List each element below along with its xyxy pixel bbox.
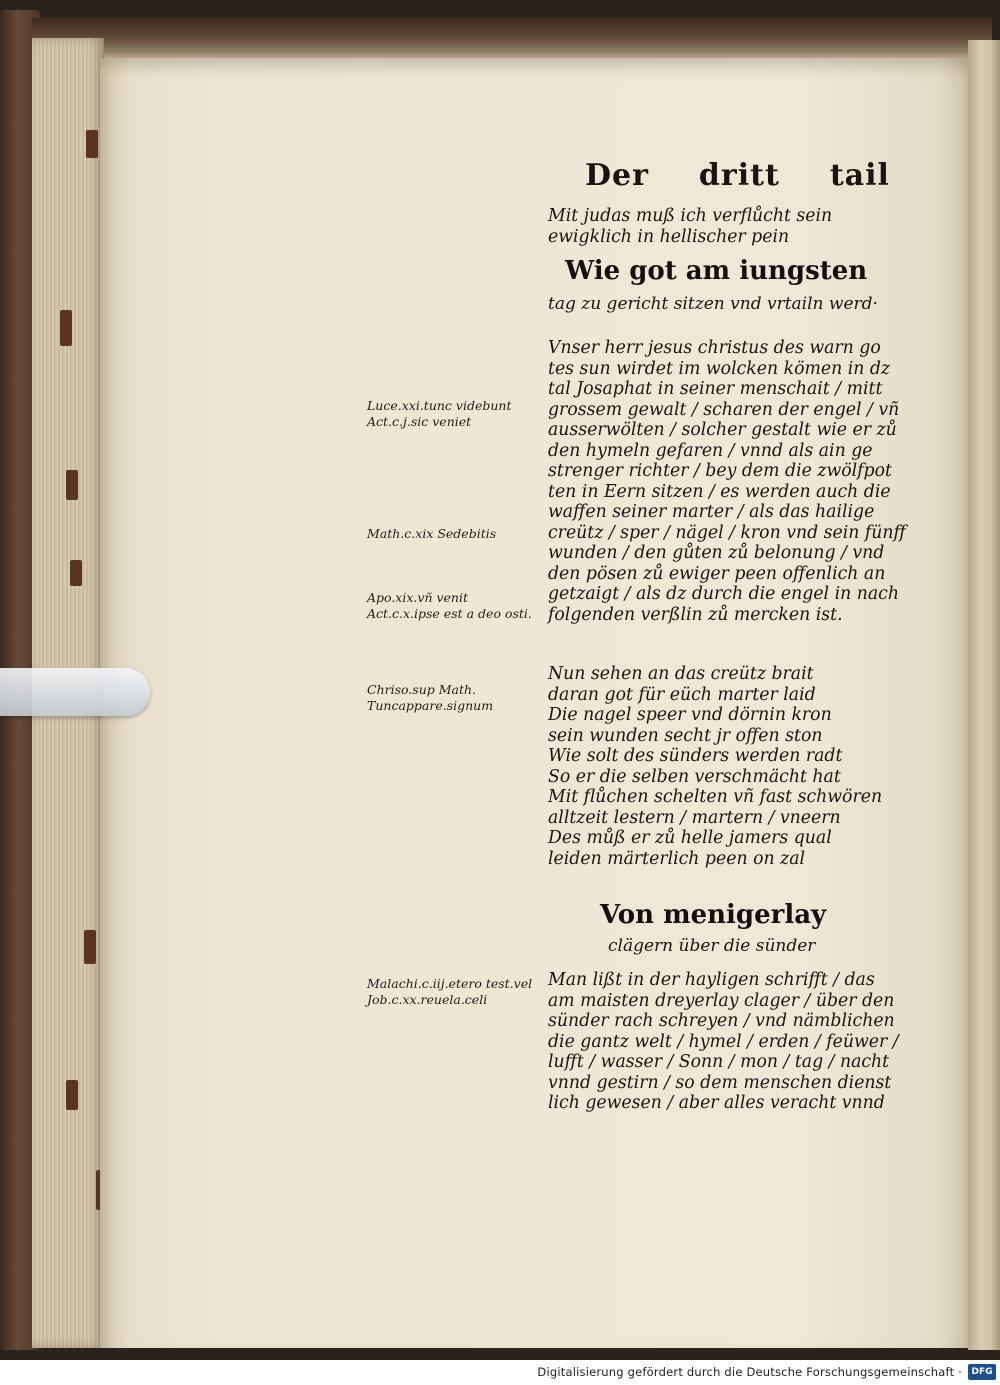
text-block-1: [548, 206, 832, 247]
facing-page-edge: [968, 40, 1000, 1350]
text-block-3: [548, 664, 882, 869]
text-line: sünder rach schreyen / vnd nämblichen: [548, 1011, 895, 1031]
book-top-edge: [32, 18, 992, 62]
margin-note: [367, 976, 532, 1008]
running-head-word: tail: [829, 158, 890, 193]
note-line: Job.c.xx.reuela.celi: [367, 992, 488, 1007]
text-block-2: [548, 338, 906, 625]
text-line: getzaigt / als dz durch die engel in nach: [548, 584, 899, 604]
text-line: ten in Eern sitzen / es werden auch die: [548, 481, 891, 502]
text-line: den hymeln gefaren / vnnd als ain ge: [548, 440, 873, 461]
text-line: den pösen zů ewiger peen offenlich an: [548, 563, 886, 584]
text-line: Man lißt in der hayligen schrifft / das: [548, 970, 875, 990]
note-line: Chriso.sup Math.: [367, 682, 477, 697]
text-line: lich gewesen / aber alles veracht vnnd: [548, 1093, 885, 1113]
note-line: Act.c.x.ipse est a deo osti.: [367, 606, 532, 621]
section-heading: Wie got am iungsten: [565, 256, 868, 286]
dfg-logo: DFG: [968, 1364, 996, 1380]
margin-note: [367, 526, 496, 542]
running-head: [585, 158, 940, 193]
text-line: daran got für eüch marter laid: [548, 684, 816, 705]
text-line: Nun sehen an das creütz brait: [548, 664, 814, 684]
section-subheading: tag zu gericht sitzen vnd vrtailn werd·: [548, 294, 878, 314]
index-tab: [66, 470, 78, 500]
text-line: tal Josaphat in seiner menschait / mitt: [548, 379, 883, 399]
section-subheading: clägern über die sünder: [608, 936, 816, 956]
text-line: So er die selben verschmächt hat: [548, 766, 841, 787]
index-tab: [84, 930, 96, 964]
running-head-word: Der: [585, 158, 649, 193]
text-line: leiden märterlich peen on zal: [548, 848, 806, 869]
text-line: sein wunden secht jr offen ston: [548, 725, 823, 746]
note-line: Luce.xxi.tunc videbunt: [367, 398, 512, 413]
note-line: Tuncappare.signum: [367, 698, 494, 713]
footer-bar: [0, 1360, 1000, 1385]
margin-note: [367, 590, 532, 622]
text-line: Vnser herr jesus christus des warn go: [548, 338, 881, 358]
text-line: folgenden verßlin zů mercken ist.: [548, 604, 843, 625]
text-line: creütz / sper / nägel / kron vnd sein fünff: [548, 522, 906, 543]
text-line: Mit judas muß ich verflůcht sein: [548, 206, 833, 226]
running-head-word: dritt: [698, 158, 780, 193]
text-line: tes sun wirdet im wolcken kömen in dz: [548, 358, 891, 379]
text-line: alltzeit lestern / martern / vneern: [548, 807, 841, 828]
note-line: Malachi.c.iij.etero test.vel: [367, 976, 533, 991]
text-line: grossem gewalt / scharen der engel / vñ: [548, 399, 900, 420]
note-line: Act.c.j.sic veniet: [367, 414, 472, 429]
page-holder-tool: [0, 668, 150, 716]
text-line: waffen seiner marter / als das hailige: [548, 502, 875, 522]
text-block-4: [548, 970, 899, 1114]
text-line: Des můß er zů helle jamers qual: [548, 828, 832, 848]
footer-credit: Digitalisierung gefördert durch die Deutsche Forschungsgemeinschaft ·: [537, 1365, 962, 1379]
section-heading: Von menigerlay: [600, 900, 827, 930]
text-line: Wie solt des sünders werden radt: [548, 746, 843, 766]
margin-note: [367, 682, 493, 714]
text-line: strenger richter / bey dem die zwölfpot: [548, 461, 892, 481]
text-line: Die nagel speer vnd dörnin kron: [548, 705, 832, 725]
index-tab: [86, 130, 98, 158]
text-line: die gantz welt / hymel / erden / feüwer /: [548, 1031, 899, 1052]
text-line: Mit flůchen schelten vñ fast schwören: [548, 787, 883, 807]
index-tab: [66, 1080, 78, 1110]
text-line: ewigklich in hellischer pein: [548, 226, 790, 247]
note-line: Apo.xix.vñ venit: [367, 590, 468, 605]
margin-note: [367, 398, 511, 430]
note-line: Math.c.xix Sedebitis: [367, 526, 497, 541]
index-tab: [60, 310, 72, 346]
text-line: wunden / den gůten zů belonung / vnd: [548, 543, 885, 563]
text-line: am maisten dreyerlay clager / über den: [548, 990, 895, 1011]
text-line: ausserwölten / solcher gestalt wie er zů: [548, 420, 897, 440]
text-line: lufft / wasser / Sonn / mon / tag / nacht: [548, 1052, 890, 1072]
index-tab: [70, 560, 82, 586]
text-line: vnnd gestirn / so dem menschen dienst: [548, 1072, 892, 1093]
